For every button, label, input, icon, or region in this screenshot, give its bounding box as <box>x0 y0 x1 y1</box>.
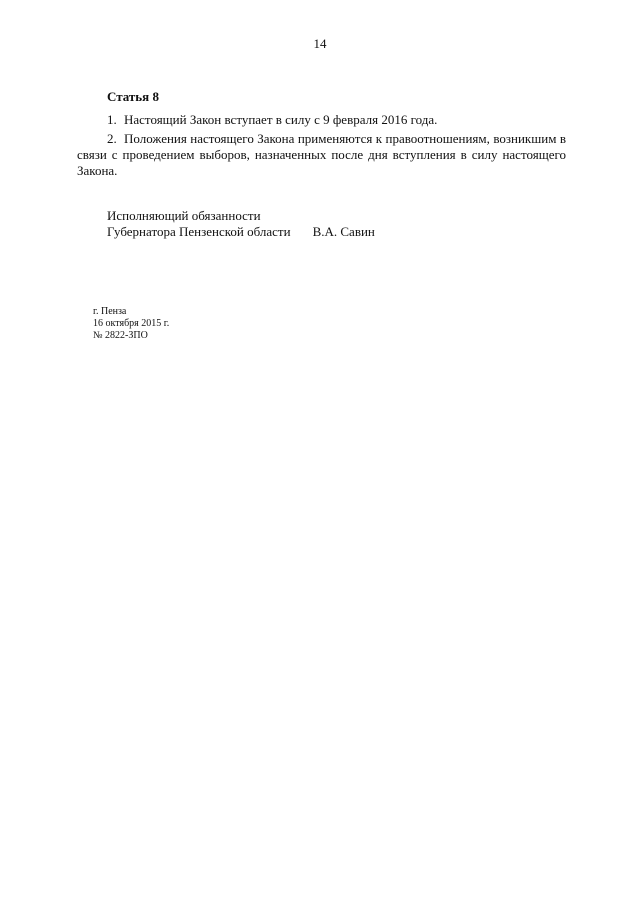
paragraph-text: Настоящий Закон вступает в силу с 9 февраля 2016 года. <box>124 112 438 127</box>
footer-date: 16 октября 2015 г. <box>93 318 170 329</box>
signature-position: Губернатора Пензенской области <box>107 224 291 239</box>
article-paragraph-2 <box>77 131 566 179</box>
article-paragraph-1 <box>77 112 566 128</box>
paragraph-number: 2. <box>107 131 117 146</box>
footer-city: г. Пенза <box>93 306 127 317</box>
paragraph-number: 1. <box>107 112 117 127</box>
article-heading: Статья 8 <box>107 89 159 104</box>
signature-block <box>107 208 375 240</box>
paragraph-text: Положения настоящего Закона применяются к правоотношениям, возникшим в связи с проведением выборов, назначенных после дня вступления в силу настоящего Закона. <box>77 131 566 178</box>
signature-title-line-1: Исполняющий обязанности <box>107 208 261 223</box>
signature-title-line-2 <box>107 224 375 240</box>
signatory-name: В.А. Савин <box>312 224 375 239</box>
page-number: 14 <box>313 36 327 51</box>
footer-law-number: № 2822-ЗПО <box>93 330 148 341</box>
document-footer <box>93 306 169 342</box>
